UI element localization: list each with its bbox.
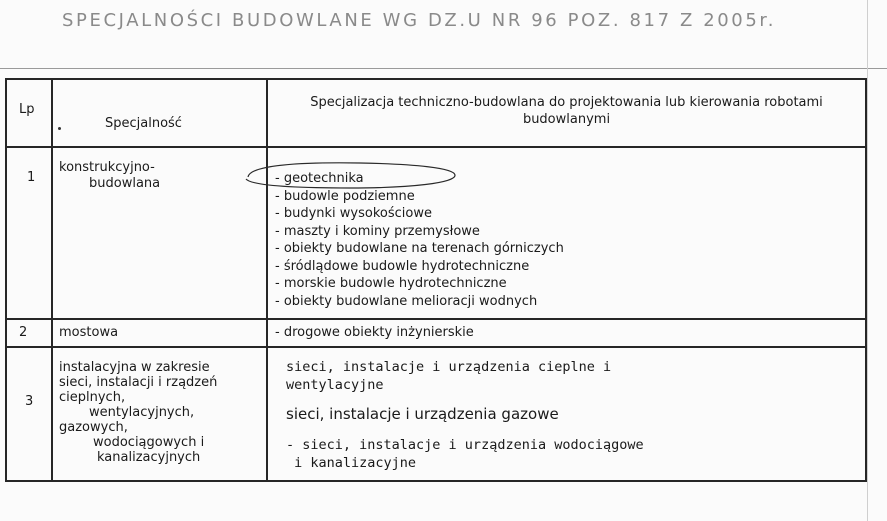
list-item: sieci, instalacje i urządzenia cieplne i bbox=[286, 359, 612, 375]
table-row bbox=[6, 347, 866, 481]
page-edge-rule bbox=[867, 0, 868, 521]
table-row bbox=[6, 147, 866, 319]
row-number: 3 bbox=[25, 394, 34, 409]
list-item: sieci, instalacje i urządzenia gazowe bbox=[286, 405, 559, 423]
list-item: - morskie budowle hydrotechniczne bbox=[275, 276, 507, 291]
specialties-table bbox=[5, 78, 867, 482]
header-lp-cell bbox=[6, 79, 52, 147]
list-item: - maszty i kominy przemysłowe bbox=[275, 223, 480, 239]
list-item: - obiekty budowlane melioracji wodnych bbox=[275, 293, 538, 309]
specialization-list bbox=[268, 148, 865, 310]
list-item: - geotechnika bbox=[275, 171, 364, 186]
row-number: 1 bbox=[27, 170, 36, 185]
header-specjalnosc: Specjalność bbox=[105, 116, 182, 131]
list-item: - budowle podziemne bbox=[275, 188, 415, 204]
row-number: 2 bbox=[19, 325, 28, 340]
list-item: - sieci, instalacje i urządzenia wodociągowe bbox=[286, 437, 644, 453]
list-item: - śródlądowe budowle hydrotechniczne bbox=[275, 258, 530, 274]
list-item: - drogowe obiekty inżynierskie bbox=[275, 325, 474, 340]
header-rule bbox=[0, 68, 887, 69]
specialization-list bbox=[268, 348, 865, 472]
table-header-row bbox=[6, 79, 866, 147]
document-title: SPECJALNOŚCI BUDOWLANE WG DZ.U NR 96 POZ. 817 Z 2005r. bbox=[62, 10, 777, 31]
specialty-name: instalacyjna w zakresie sieci, instalacji i rządzeń cieplnych, wentylacyjnych, gazowych, wodociągowych i kanalizacyjnych bbox=[59, 360, 218, 465]
list-item: wentylacyjne bbox=[286, 377, 384, 393]
header-specjalnosc-cell bbox=[52, 79, 267, 147]
list-item: i kanalizacyjne bbox=[286, 455, 417, 471]
specialty-name: mostowa bbox=[59, 325, 119, 340]
header-specjalizacja: Specjalizacja techniczno-budowlana do projektowania lub kierowania robotami budowlanymi bbox=[310, 95, 823, 127]
list-item: - obiekty budowlane na terenach górniczych bbox=[275, 241, 564, 256]
header-lp: Lp bbox=[19, 102, 35, 117]
list-item: - budynki wysokościowe bbox=[275, 206, 432, 221]
header-specjalizacja-cell bbox=[267, 79, 866, 147]
specialty-name: konstrukcyjno- budowlana bbox=[59, 160, 161, 191]
table-row bbox=[6, 319, 866, 347]
